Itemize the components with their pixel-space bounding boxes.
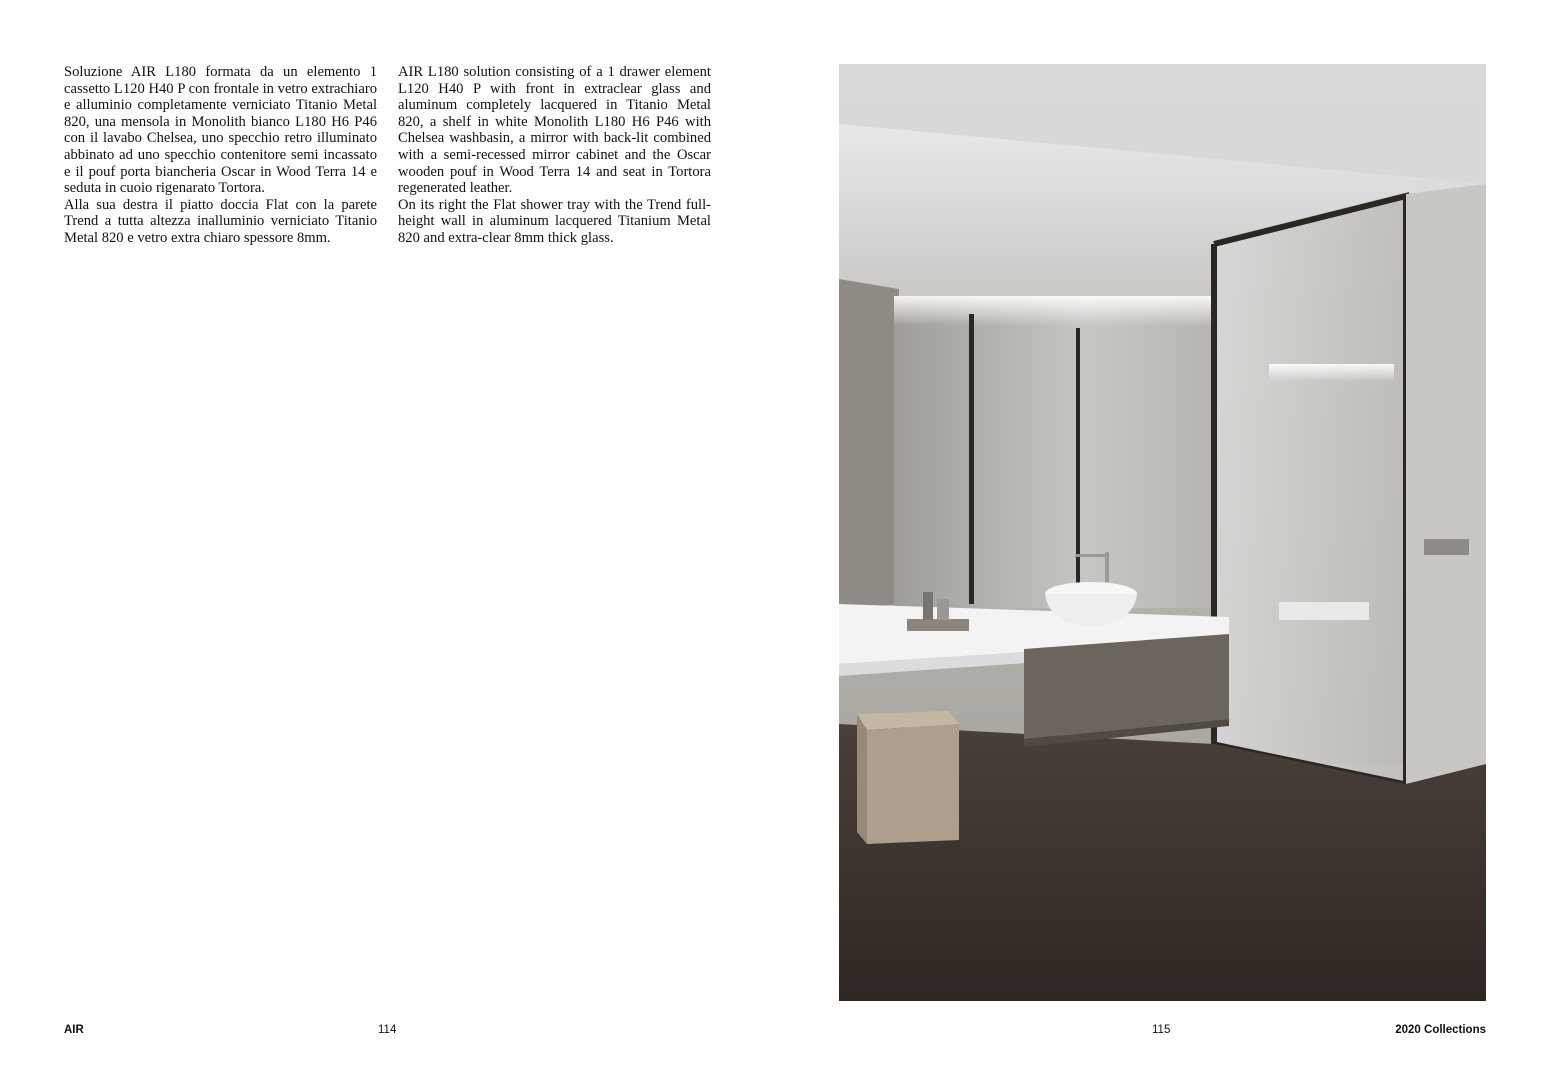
catalog-label: 2020 Collections (1395, 1024, 1486, 1036)
italian-paragraph-1: Soluzione AIR L180 formata da un elemento 1 cassetto L120 H40 P con frontale in vetro extrachiaro e alluminio completamente verniciato Titanio Metal 820, una mensola in Monolith bianco L180 H6 P46 con il lavabo Chelsea, uno specchio retro illuminato abbinato ad uno specchio contenitore semi incassato e il pouf porta biancheria Oscar in Wood Terra 14 e seduta in cuoio rigenarato Tortora. (64, 64, 377, 197)
left-page-number: 114 (378, 1024, 397, 1036)
italian-paragraph-2: Alla sua destra il piatto doccia Flat con la parete Trend a tutta altezza inalluminio verniciato Titanio Metal 820 e vetro extra chiaro spessore 8mm. (64, 196, 377, 246)
bathroom-photo (839, 64, 1486, 1001)
english-paragraph-2: On its right the Flat shower tray with the Trend full-height wall in aluminum lacquered Titanium Metal 820 and extra-clear 8mm thick glass. (398, 196, 711, 246)
right-page-number: 115 (1152, 1024, 1171, 1036)
english-description (398, 64, 711, 247)
collection-name: AIR (64, 1024, 84, 1036)
english-paragraph-1: AIR L180 solution consisting of a 1 drawer element L120 H40 P with front in extraclear glass and aluminum completely lacquered in Titanio Metal 820, a shelf in white Monolith L180 H6 P46 with Chelsea washbasin, a mirror with back-lit combined with a semi-recessed mirror cabinet and the Oscar wooden pouf in Wood Terra 14 and seat in Tortora regenerated leather. (398, 64, 711, 197)
italian-description (64, 64, 377, 247)
